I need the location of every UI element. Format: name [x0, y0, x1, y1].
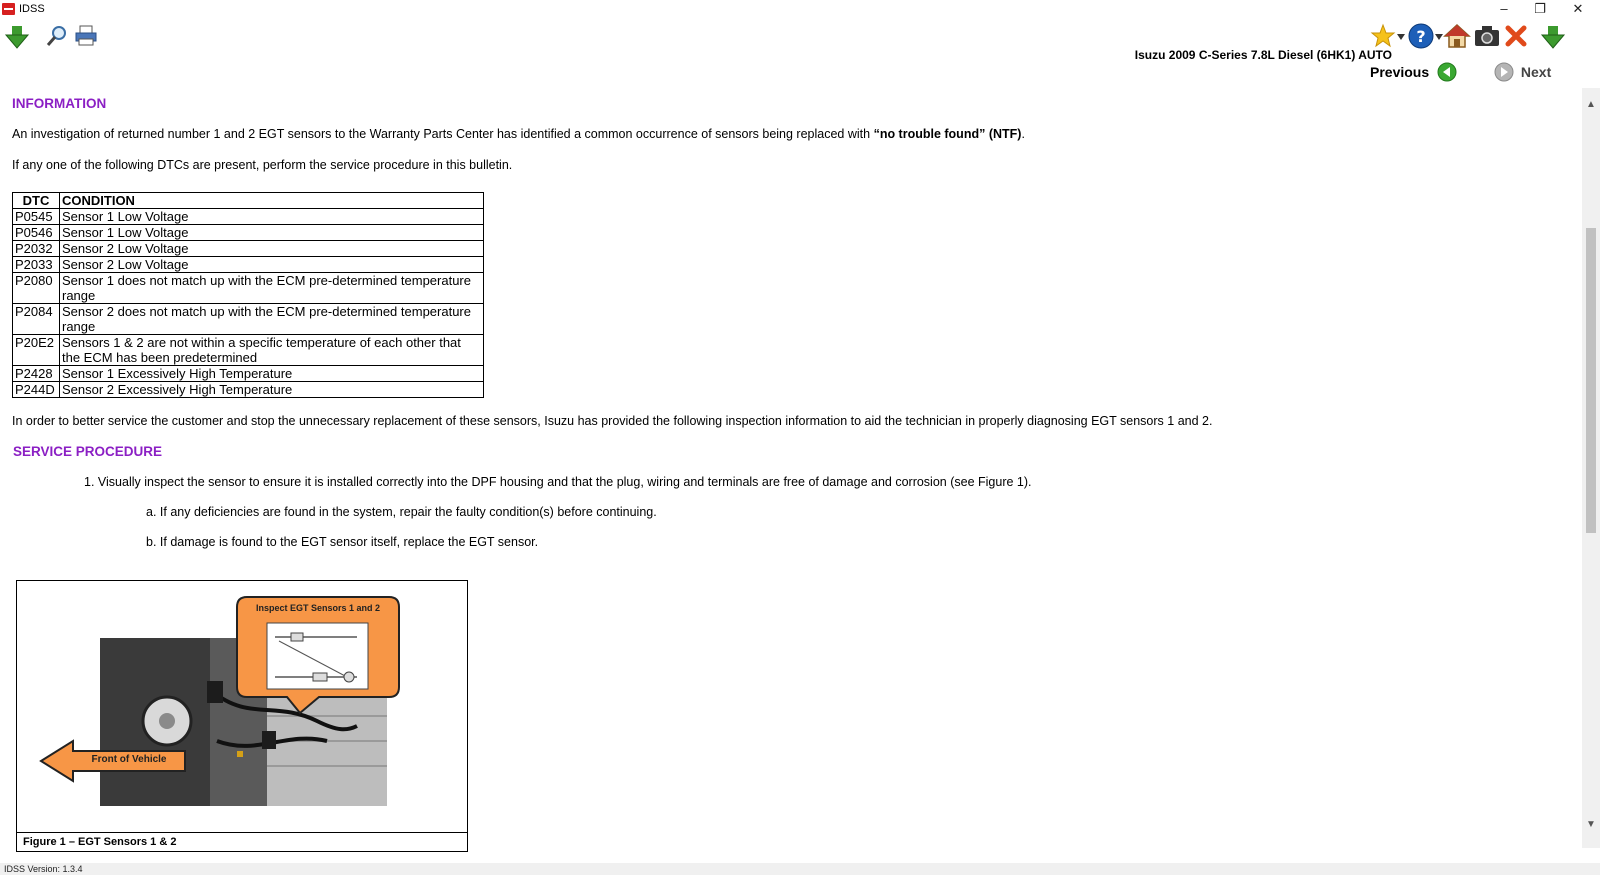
search-icon[interactable] [45, 24, 69, 48]
chevron-down-icon[interactable] [1397, 34, 1405, 40]
document-content [0, 88, 1582, 863]
dtc-code: P244D [13, 382, 60, 398]
minimize-button[interactable]: – [1500, 1, 1508, 16]
vehicle-label: Isuzu 2009 C-Series 7.8L Diesel (6HK1) AUTO [1134, 48, 1392, 62]
window-title: IDSS [19, 3, 45, 15]
intro-text: An investigation of returned number 1 and 2 EGT sensors to the Warranty Parts Center has identified a common occurrence of sensors being replaced with [12, 127, 874, 141]
table-row [13, 304, 484, 335]
table-header-row [13, 193, 484, 209]
home-icon[interactable] [1443, 22, 1471, 50]
service-procedure-heading: SERVICE PROCEDURE [13, 444, 163, 459]
table-row [13, 241, 484, 257]
dtc-condition: Sensor 1 Low Voltage [60, 225, 484, 241]
star-icon[interactable] [1370, 23, 1396, 49]
dtc-code: P2032 [13, 241, 60, 257]
dtc-condition: Sensor 2 does not match up with the ECM pre-determined temperature range [60, 304, 484, 335]
dtc-paragraph: If any one of the following DTCs are present, perform the service procedure in this bulletin. [12, 158, 513, 172]
scroll-up-icon[interactable]: ▲ [1586, 99, 1596, 110]
dtc-condition: Sensor 1 Low Voltage [60, 209, 484, 225]
dtc-condition: Sensor 1 Excessively High Temperature [60, 366, 484, 382]
restore-button[interactable]: ❐ [1534, 1, 1546, 16]
dtc-condition: Sensor 1 does not match up with the ECM pre-determined temperature range [60, 273, 484, 304]
dtc-code: P2033 [13, 257, 60, 273]
back-arrow-icon [1437, 62, 1457, 82]
download-arrow-icon[interactable] [1540, 24, 1566, 50]
forward-arrow-icon [1494, 62, 1514, 82]
dtc-code: P2084 [13, 304, 60, 335]
app-logo-icon [2, 3, 15, 15]
status-bar: IDSS Version: 1.3.4 [0, 863, 1600, 875]
help-icon[interactable] [1407, 22, 1435, 50]
step-1b: b. If damage is found to the EGT sensor itself, replace the EGT sensor. [146, 535, 539, 549]
next-button[interactable] [1494, 62, 1551, 82]
step-1a: a. If any deficiencies are found in the system, repair the faulty condition(s) before continuing. [146, 505, 657, 519]
figure-caption: Figure 1 – EGT Sensors 1 & 2 [17, 832, 467, 851]
title-bar [0, 0, 1600, 20]
chevron-down-icon[interactable] [1435, 34, 1443, 40]
dtc-condition: Sensor 2 Low Voltage [60, 257, 484, 273]
table-row [13, 335, 484, 366]
dtc-condition: Sensor 2 Excessively High Temperature [60, 382, 484, 398]
table-row [13, 209, 484, 225]
condition-header: CONDITION [60, 193, 484, 209]
table-row [13, 257, 484, 273]
previous-label: Previous [1370, 64, 1430, 80]
previous-button[interactable] [1370, 62, 1457, 82]
dtc-condition: Sensor 2 Low Voltage [60, 241, 484, 257]
egt-sensor-photo [17, 581, 467, 831]
scroll-down-icon[interactable]: ▼ [1586, 819, 1596, 830]
camera-icon[interactable] [1474, 24, 1500, 48]
scroll-thumb[interactable] [1586, 228, 1596, 533]
close-window-button[interactable]: ✕ [1572, 1, 1584, 16]
dtc-code: P2080 [13, 273, 60, 304]
callout-label: Inspect EGT Sensors 1 and 2 [255, 603, 381, 613]
dtc-table [12, 192, 484, 398]
close-x-icon[interactable] [1504, 24, 1528, 48]
download-arrow-icon[interactable] [4, 24, 30, 50]
dtc-code: P2428 [13, 366, 60, 382]
ntf-emphasis: “no trouble found” (NTF) [873, 127, 1022, 141]
table-row [13, 225, 484, 241]
dtc-condition: Sensors 1 & 2 are not within a specific temperature of each other that the ECM has been predetermined [60, 335, 484, 366]
intro-paragraph [12, 127, 1025, 141]
information-heading: INFORMATION [12, 96, 107, 111]
front-of-vehicle-label: Front of Vehicle [91, 754, 167, 765]
step-1: 1. Visually inspect the sensor to ensure it is installed correctly into the DPF housing and that the plug, wiring and terminals are free of damage and corrosion (see Figure 1). [84, 475, 1032, 489]
vertical-scrollbar[interactable] [1582, 88, 1600, 848]
dtc-code: P0545 [13, 209, 60, 225]
dtc-code: P20E2 [13, 335, 60, 366]
figure-1 [16, 580, 468, 852]
table-row [13, 382, 484, 398]
page-navigation [1370, 60, 1570, 84]
inspection-paragraph: In order to better service the customer and stop the unnecessary replacement of these sensors, Isuzu has provided the following inspection information to aid the technician in properly diagnosing EGT sensors 1 and 2. [12, 414, 1213, 428]
dtc-header: DTC [13, 193, 60, 209]
table-row [13, 366, 484, 382]
dtc-code: P0546 [13, 225, 60, 241]
next-label: Next [1520, 64, 1552, 80]
print-icon[interactable] [74, 25, 98, 47]
table-row [13, 273, 484, 304]
toolbar [0, 20, 1600, 62]
svg-text:?: ? [1416, 27, 1426, 46]
intro-end: . [1021, 127, 1025, 141]
